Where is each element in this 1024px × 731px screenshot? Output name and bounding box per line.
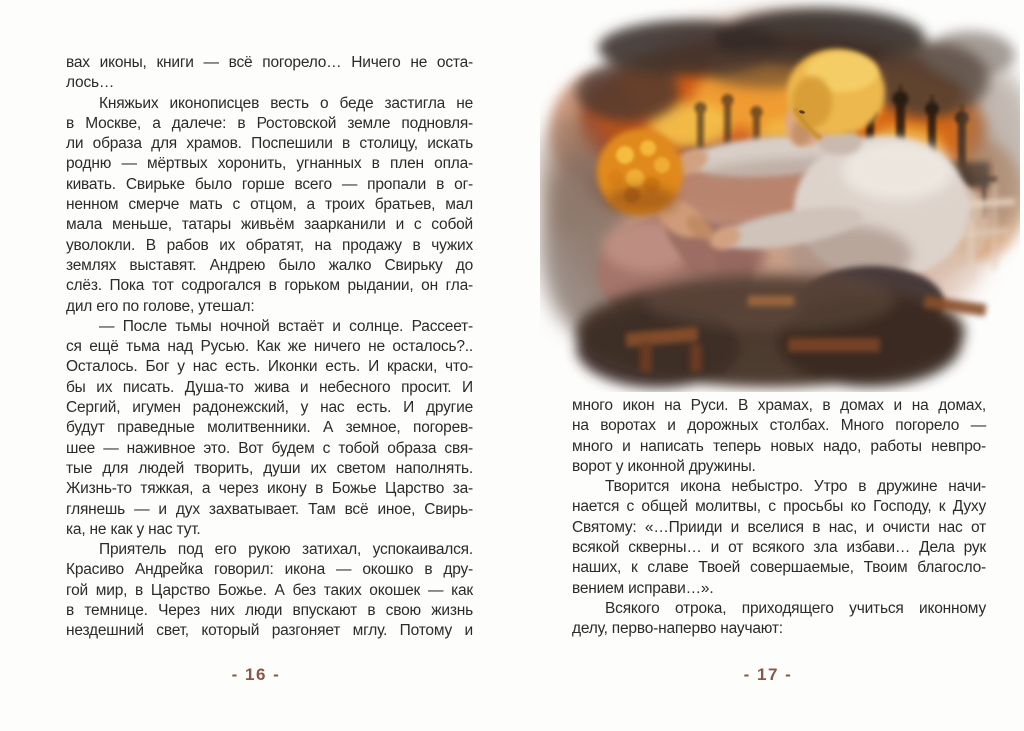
illustration-canvas [540, 0, 1020, 392]
text-line: — После тьмы ночной встаёт и солнце. Рассеет- [99, 317, 473, 335]
text-line: Красиво Андрейка говорил: икона — окошко в дру- [66, 561, 473, 579]
text-line: Всякого отрока, приходящего учиться иконному [605, 599, 986, 617]
text-line: землях выставят. Андрею было жалко Свирьку до [66, 256, 473, 274]
text-line: Осталось. Бог у нас есть. Иконки есть. И краски, что- [66, 358, 473, 376]
text-line: бы их писать. Душа-то жива и небесного просит. И [66, 378, 473, 396]
text-line: Святому: «…Прииди и вселися в нас, и очисти нас от [572, 518, 986, 536]
text-line: Приятель под его рукою затихал, успокаивался. [99, 541, 473, 559]
text-line: лось… [66, 74, 115, 92]
curly-hair [597, 129, 683, 215]
text-line: всякой скверны… и от всякого зла избави… Дела рук [572, 539, 986, 557]
text-line: вением исправи…». [572, 579, 714, 597]
text-line: нездешний свет, который разгоняет мглу. Потому и [66, 622, 473, 640]
text-line: дил его по голове, утешал: [66, 297, 255, 315]
illustration-fire-comfort-scene [540, 0, 1020, 392]
text-line: ворот у иконной дружины. [572, 457, 756, 475]
text-line: много икон на Руси. В храмах, в домах и на домах, [572, 397, 986, 414]
text-line: ся ещё тьма над Русью. Как же ничего не осталось?.. [66, 338, 473, 356]
text-line: Сергий, игумен радонежский, у нас есть. И другие [66, 399, 473, 417]
text-line: родню — мёртвых хоронить, угнанных в плен опла- [66, 155, 473, 173]
text-line: уволокли. В рабов их обратят, на продажу в чужих [66, 236, 473, 254]
text-line: Жизнь-то тяжкая, а через икону в Божье Царство за- [66, 480, 473, 498]
text-line: наших, к славе Твоей совершаемые, Твоим благосло- [572, 559, 986, 577]
left-page-text [66, 53, 473, 642]
text-line: тые для людей творить, души их светом наполнять. [66, 459, 473, 477]
text-line: нается с общей молитвы, с просьбы ко Господу, к Духу [572, 498, 986, 516]
text-line: Княжьих иконописцев весть о беде застигла не [99, 94, 473, 112]
right-page-text [572, 396, 986, 640]
text-line: шее — наживное это. Вот будем с тобой образа свя- [66, 439, 473, 457]
text-line: в Москве, а далече: в Ростовской земле подновля- [66, 114, 473, 132]
text-line: делу, перво-наперво научают: [572, 620, 783, 638]
text-line: много и написать теперь новых надо, работы невпро- [572, 437, 986, 455]
text-line: кивать. Свирьке было горше всего — пропали в ог- [66, 175, 473, 193]
text-line: ли образа для храмов. Поспешили в столицу, искать [66, 135, 473, 153]
page-number-left: - 16 - [231, 665, 281, 684]
text-line: глянешь — и дух захватывает. Там всё иное, Свирь- [66, 500, 473, 518]
text-line: на воротах и дорожных столбах. Много погорело — [572, 417, 986, 435]
text-line: ненном смерче мать с отцом, а троих братьев, мал [66, 196, 473, 214]
text-line: вах иконы, книги — всё погорело… Ничего не оста- [66, 54, 473, 71]
text-line: Творится икона небыстро. Утро в дружине начи- [605, 478, 986, 496]
text-line: в темнице. Через них люди впускают в свою жизнь [66, 602, 473, 620]
text-line: будут праведные молитвенники. А земное, погорев- [66, 419, 473, 437]
text-line: ка, не как у нас тут. [66, 520, 201, 538]
page-number-right: - 17 - [743, 665, 793, 684]
text-line: гой мир, в Царство Божье. А без таких окошек — как [66, 581, 473, 599]
text-line: слёз. Пока тот содрогался в горьком рыдании, он гла- [66, 277, 473, 295]
text-line: мала меньше, татары живьём заарканили и с собой [66, 216, 473, 234]
